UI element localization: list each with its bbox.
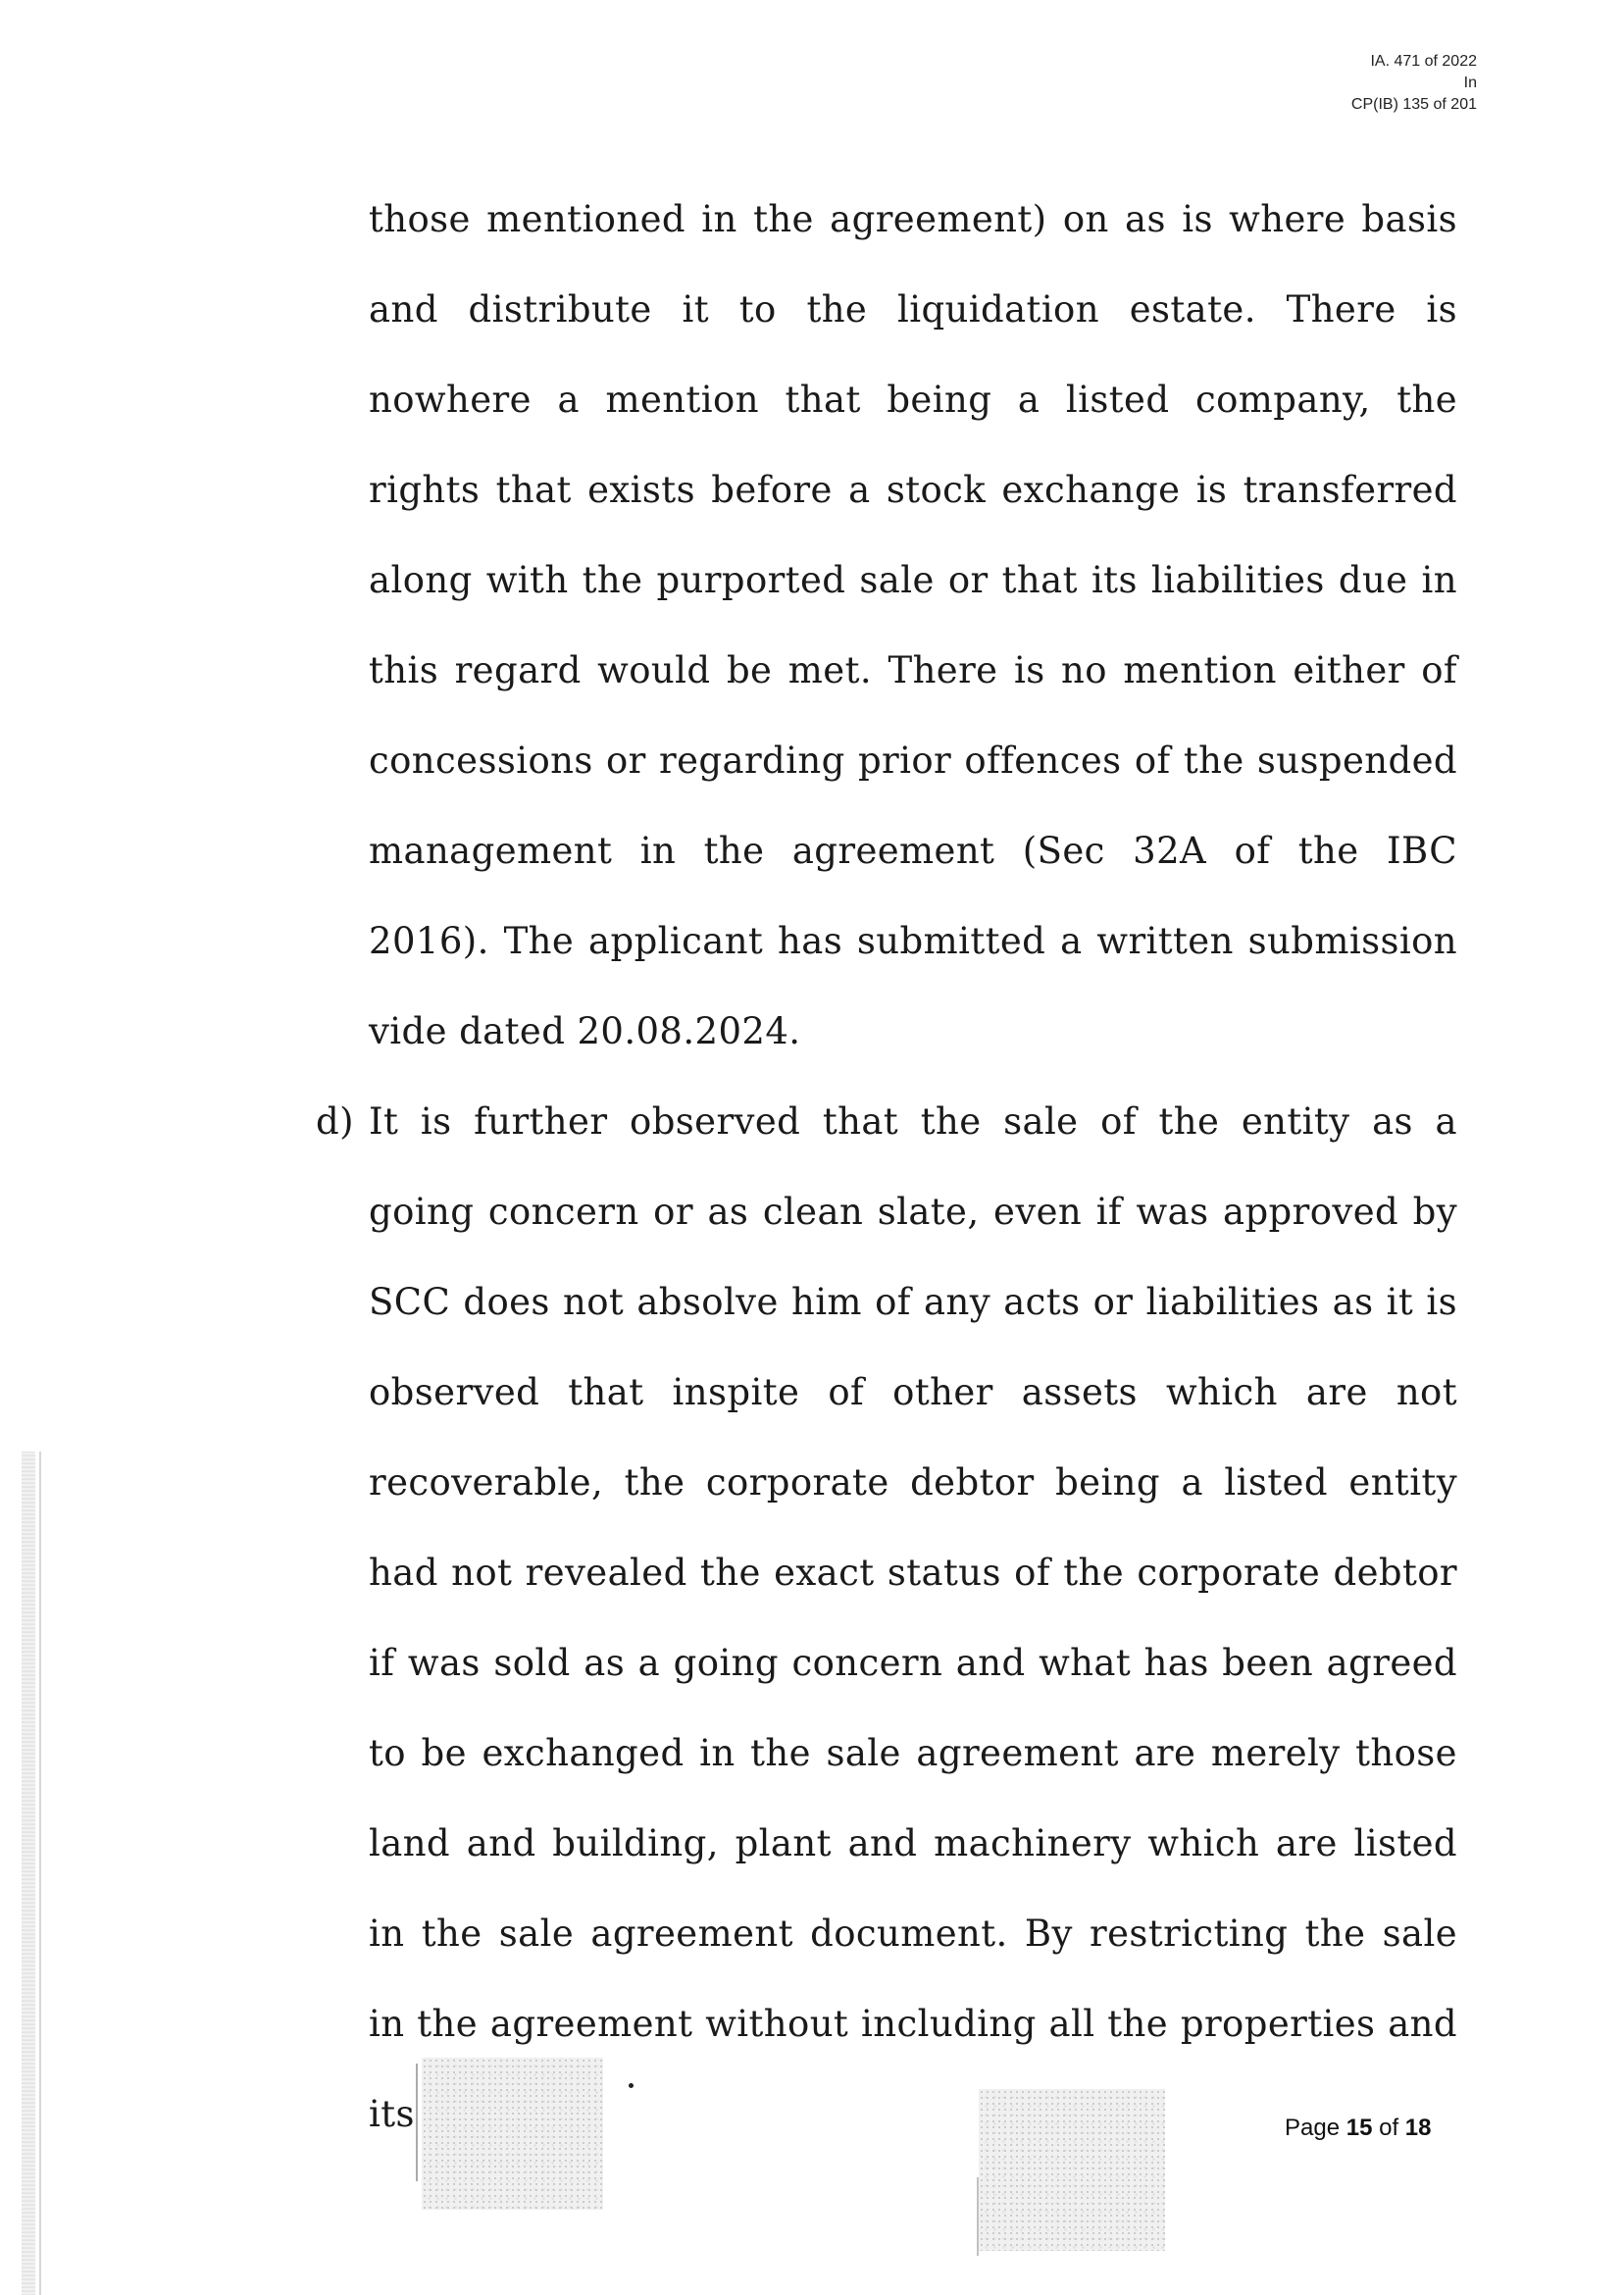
text-line: agreement without including all the properties and its: [369, 2003, 1457, 2135]
scan-binding-edge: [22, 1452, 35, 2295]
text-line: be exchanged in the sale agreement are merely those land: [369, 1732, 1457, 1864]
text-line: The applicant has submitted a written submission vide: [369, 920, 1457, 1052]
text-line: this regard would be met. There is no mention either of: [369, 649, 1457, 691]
page-number-footer: [1285, 2115, 1432, 2142]
text-line: was sold as a going concern and what has been agreed to: [369, 1642, 1457, 1774]
case-number-cp: CP(IB) 135 of 201: [1350, 96, 1477, 113]
text-line: management in the agreement (Sec 32A of the IBC 2016).: [369, 830, 1457, 962]
text-line: sale agreement document. By restricting the sale in the: [369, 1912, 1457, 2045]
text-line: dated 20.08.2024.: [459, 1010, 801, 1052]
text-line: nowhere a mention that being a listed company, the: [369, 379, 1457, 421]
list-marker: d): [316, 1100, 354, 1143]
text-line: rights that exists before a stock exchange is transferred: [369, 469, 1457, 511]
case-reference-header: [1183, 51, 1477, 116]
text-line: concern or as clean slate, even if was approved by SCC: [369, 1191, 1457, 1323]
text-line: concessions or regarding prior offences of the suspended: [369, 740, 1457, 782]
document-body: [316, 175, 1457, 2160]
text-line: and distribute it to the liquidation estate. There is: [369, 288, 1457, 331]
text-line: those mentioned in the agreement) on as is where basis: [369, 198, 1457, 240]
text-line: does not absolve him of any acts or liabilities as it is: [463, 1281, 1457, 1323]
page-word: Page: [1285, 2115, 1341, 2141]
case-number-ia: IA. 471 of 2022: [1370, 53, 1477, 70]
text-line: It is further observed that the sale of the entity as a going: [369, 1100, 1457, 1233]
case-connector: In: [1463, 75, 1477, 91]
text-line: not revealed the exact status of the corporate debtor if: [369, 1552, 1457, 1684]
stamp-left-mark: [416, 2064, 418, 2181]
of-word: of: [1379, 2115, 1399, 2141]
stamp-left: [422, 2058, 603, 2210]
continuation-paragraph: [369, 175, 1457, 1077]
scan-binding-line: [39, 1452, 41, 2295]
current-page-number: 15: [1345, 2115, 1373, 2141]
text-line: recoverable, the corporate debtor being a listed entity had: [369, 1461, 1457, 1594]
ink-speck: [629, 2083, 634, 2088]
stamp-right-mark: [977, 2177, 979, 2256]
text-line: along with the purported sale or that its liabilities due in: [369, 559, 1457, 601]
total-page-count: 18: [1404, 2115, 1432, 2141]
list-item-d: [316, 1077, 1457, 2160]
text-line: observed that inspite of other assets which are not: [369, 1371, 1457, 1413]
stamp-right: [979, 2089, 1165, 2251]
text-line: and building, plant and machinery which are listed in the: [369, 1822, 1457, 1955]
